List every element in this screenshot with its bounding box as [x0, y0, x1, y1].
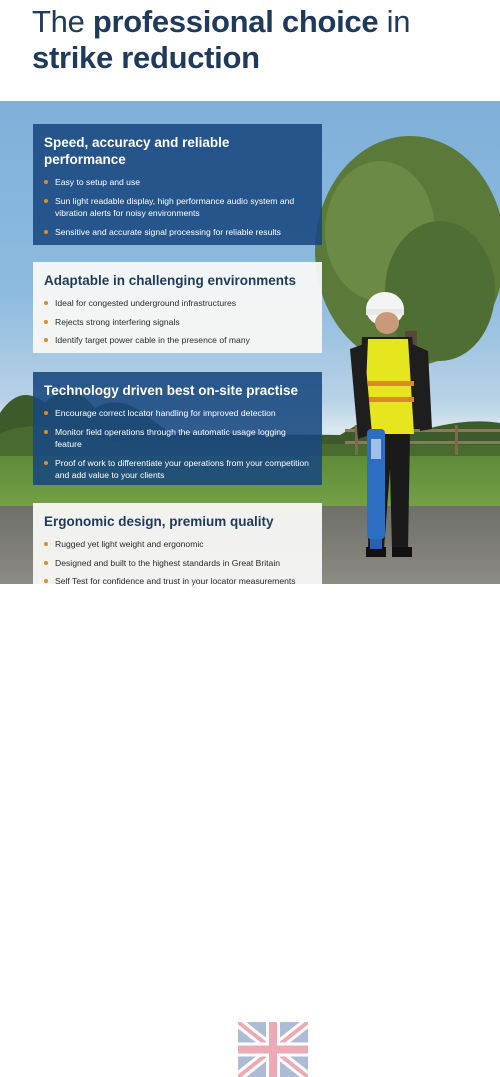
list-item: [44, 176, 312, 189]
list-item-text: Proof of work to differentiate your operations from your competition and add value to your clients: [55, 457, 309, 480]
panel-title: Ergonomic design, premium quality: [44, 514, 274, 529]
panel-title: Speed, accuracy and reliable performance: [44, 135, 230, 167]
bullet-dot-icon: [44, 561, 48, 565]
bullet-dot-icon: [44, 301, 48, 305]
list-item-text: Easy to setup and use: [55, 177, 141, 187]
panel-title: Adaptable in challenging environments: [44, 273, 297, 288]
list-item-text: Sun light readable display, high performance audio system and vibration alerts for noisy environments: [55, 195, 295, 218]
list-item: [44, 538, 312, 551]
feature-panel-technology: [33, 372, 322, 485]
feature-list: [44, 297, 312, 347]
title-prefix: The: [32, 4, 93, 39]
list-item-text: Identify target power cable in the presence of many: [55, 335, 250, 345]
list-item: [44, 297, 312, 310]
feature-panel-ergonomic: [33, 503, 322, 584]
title-suffix: in: [378, 4, 411, 39]
list-item: [44, 575, 312, 588]
list-item: [44, 457, 312, 482]
bullet-dot-icon: [44, 199, 48, 203]
list-item-text: Encourage correct locator handling for improved detection: [55, 408, 276, 418]
title-bold-1: professional choice: [92, 4, 379, 39]
bullet-dot-icon: [44, 411, 48, 415]
bullet-dot-icon: [44, 338, 48, 342]
list-item-text: Designed and built to the highest standards in Great Britain: [55, 557, 281, 568]
header: [0, 0, 500, 101]
list-item: [44, 316, 312, 329]
list-item: [44, 226, 312, 239]
list-item: [44, 334, 312, 347]
union-flag-icon: [238, 1022, 308, 1077]
list-item-text: Ideal for congested underground infrastructures: [55, 298, 237, 308]
list-item: [44, 195, 312, 220]
list-item-text: Rugged yet light weight and ergonomic: [55, 539, 204, 549]
bullet-dot-icon: [44, 461, 48, 465]
bullet-dot-icon: [44, 579, 48, 583]
feature-list: [44, 538, 312, 588]
panel-title: Technology driven best on-site practise: [44, 383, 299, 398]
list-item: [44, 557, 312, 570]
bullet-dot-icon: [44, 230, 48, 234]
feature-panel-speed: [33, 124, 322, 245]
feature-list: [44, 176, 312, 238]
feature-list: [44, 407, 312, 482]
feature-panel-adaptable: [33, 262, 322, 353]
title-bold-2: strike reduction: [32, 40, 260, 75]
bullet-dot-icon: [44, 430, 48, 434]
list-item-text: Sensitive and accurate signal processing for reliable results: [55, 226, 281, 237]
bullet-dot-icon: [44, 542, 48, 546]
worker-figure: [340, 289, 450, 574]
list-item: [44, 407, 312, 420]
list-item-text: Rejects strong interfering signals: [55, 316, 180, 327]
bullet-dot-icon: [44, 180, 48, 184]
bullet-dot-icon: [44, 320, 48, 324]
list-item-text: Monitor field operations through the automatic usage logging feature: [55, 426, 286, 449]
page-title: [32, 4, 410, 76]
list-item-text: Self Test for confidence and trust in your locator measurements: [55, 576, 296, 586]
list-item: [44, 426, 312, 451]
